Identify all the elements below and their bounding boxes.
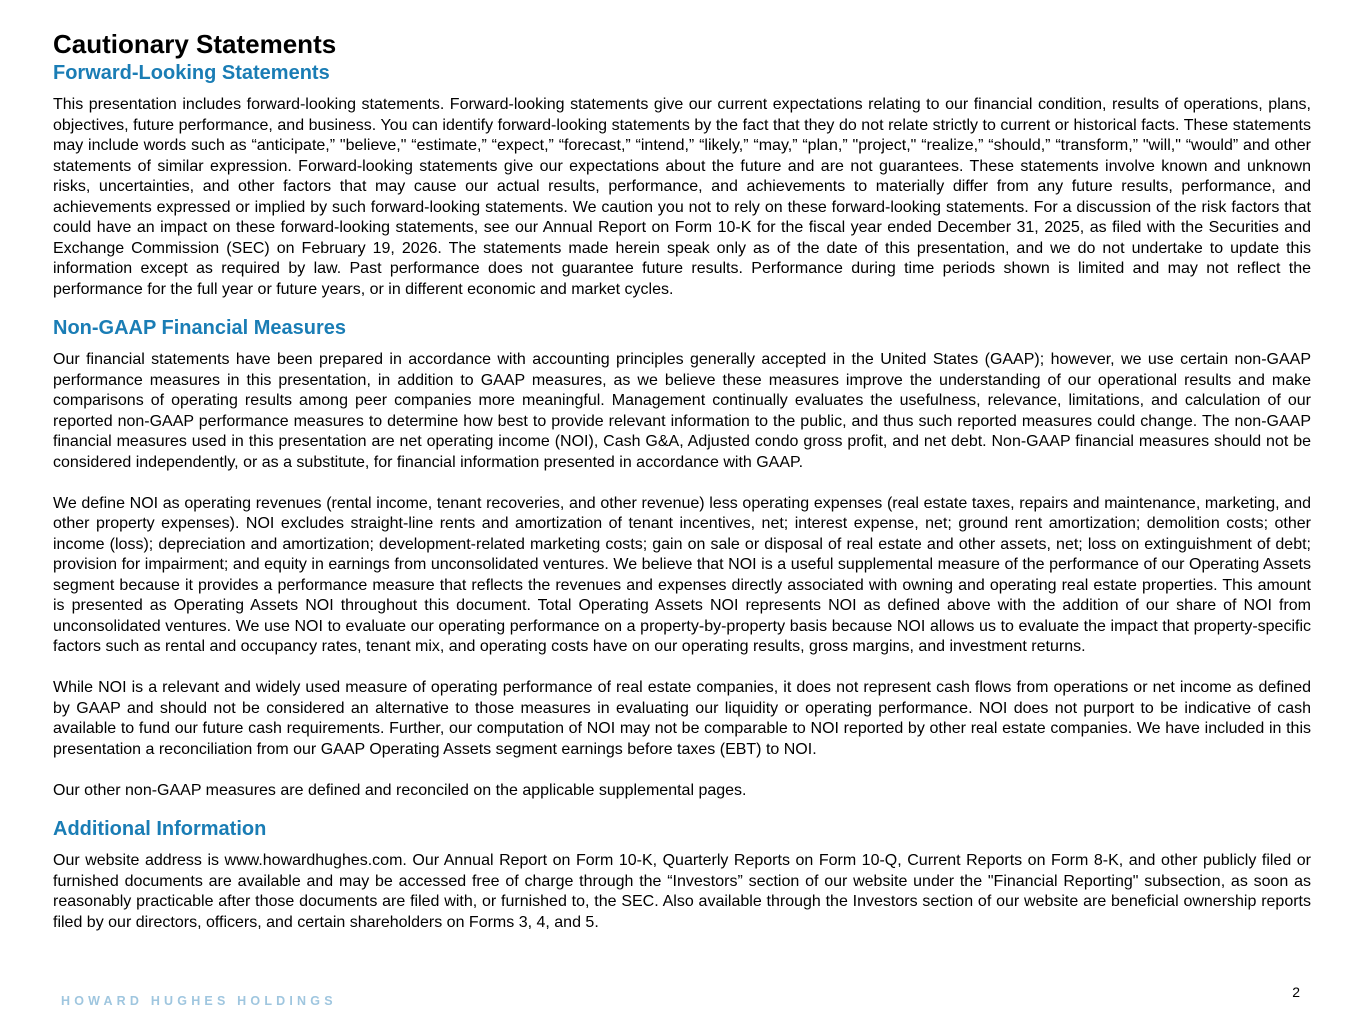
section-heading-forward-looking: Forward-Looking Statements — [53, 62, 330, 84]
paragraph-noi-limitations: While NOI is a relevant and widely used measure of operating performance of real estate companies, it does not represent cash flows from operations or net income as defined by GAAP and should not be considered an alternative to those measures in evaluating our liquidity or operating performance. NOI does not purport to be indicative of cash available to fund our future cash requirements. Further, our computation of NOI may not be comparable to NOI reported by other real estate companies. We have included in this presentation a reconciliation from our GAAP Operating Assets segment earnings before taxes (EBT) to NOI. — [53, 679, 1311, 758]
paragraph-forward-looking: This presentation includes forward-looking statements. Forward-looking statements give our current expectations relating to our financial condition, results of operations, plans, objectives, future performance, and business. You can identify forward-looking statements by the fact that they do not relate strictly to current or historical facts. These statements may include words such as “anticipate,” "believe," “estimate,” “expect,” “forecast,” “intend,” “likely,” “may,” “plan,” "project," “realize,” “should,” “transform,” "will," “would” and other statements of similar expression. Forward-looking statements give our expectations about the future and are not guarantees. These statements involve known and unknown risks, uncertainties, and other factors that may cause our actual results, performance, and achievements to materially differ from any future results, performance, and achievements expressed or implied by such forward-looking statements. We caution you not to rely on these forward-looking statements. For a discussion of the risk factors that could have an impact on these forward-looking statements, see our Annual Report on Form 10-K for the fiscal year ended December 31, 2025, as filed with the Securities and Exchange Commission (SEC) on February 19, 2026. The statements made herein speak only as of the date of this presentation, and we do not undertake to update this information except as required by law. Past performance does not guarantee future results. Performance during time periods shown is limited and may not reflect the performance for the full year or future years, or in different economic and market cycles. — [53, 96, 1311, 298]
paragraph-additional-info: Our website address is www.howardhughes.com. Our Annual Report on Form 10-K, Quarterly Reports on Form 10-Q, Current Reports on Form 8-K, and other publicly filed or furnished documents are available and may be accessed free of charge through the “Investors” section of our website under the "Financial Reporting" subsection, as soon as reasonably practicable after those documents are filed with, or furnished to, the SEC. Also available through the Investors section of our website are beneficial ownership reports filed by our directors, officers, and certain shareholders on Forms 3, 4, and 5. — [53, 852, 1311, 931]
section-heading-additional-info: Additional Information — [53, 818, 267, 840]
footer-brand-logo: HOWARD HUGHES HOLDINGS — [61, 994, 337, 1008]
page-number: 2 — [1292, 984, 1300, 1000]
page-title: Cautionary Statements — [53, 29, 337, 59]
paragraph-noi-definition: We define NOI as operating revenues (rental income, tenant recoveries, and other revenue) less operating expenses (real estate taxes, repairs and maintenance, marketing, and other property expenses). NOI excludes straight-line rents and amortization of tenant incentives, net; interest expense, net; ground rent amortization; demolition costs; other income (loss); depreciation and amortization; development-related marketing costs; gain on sale or disposal of real estate and other assets, net; loss on extinguishment of debt; provision for impairment; and equity in earnings from unconsolidated ventures. We believe that NOI is a useful supplemental measure of the performance of our Operating Assets segment because it provides a performance measure that reflects the revenues and expenses directly associated with owning and operating real estate properties. This amount is presented as Operating Assets NOI throughout this document. Total Operating Assets NOI represents NOI as defined above with the addition of our share of NOI from unconsolidated ventures. We use NOI to evaluate our operating performance on a property-by-property basis because NOI allows us to evaluate the impact that property-specific factors such as rental and occupancy rates, tenant mix, and operating costs have on our operating results, gross margins, and investment returns. — [53, 494, 1311, 655]
document-page — [53, 28, 1311, 933]
section-heading-non-gaap: Non-GAAP Financial Measures — [53, 317, 347, 339]
paragraph-other-measures: Our other non-GAAP measures are defined and reconciled on the applicable supplemental pages. — [53, 781, 747, 799]
paragraph-non-gaap-intro: Our financial statements have been prepared in accordance with accounting principles generally accepted in the United States (GAAP); however, we use certain non-GAAP performance measures in this presentation, in addition to GAAP measures, as we believe these measures improve the understanding of our operational results and make comparisons of operating results among peer companies more meaningful. Management continually evaluates the usefulness, relevance, limitations, and calculation of our reported non-GAAP performance measures to determine how best to provide relevant information to the public, and thus such reported measures could change. The non-GAAP financial measures used in this presentation are net operating income (NOI), Cash G&A, Adjusted condo gross profit, and net debt. Non-GAAP financial measures should not be considered independently, or as a substitute, for financial information presented in accordance with GAAP. — [53, 351, 1311, 471]
